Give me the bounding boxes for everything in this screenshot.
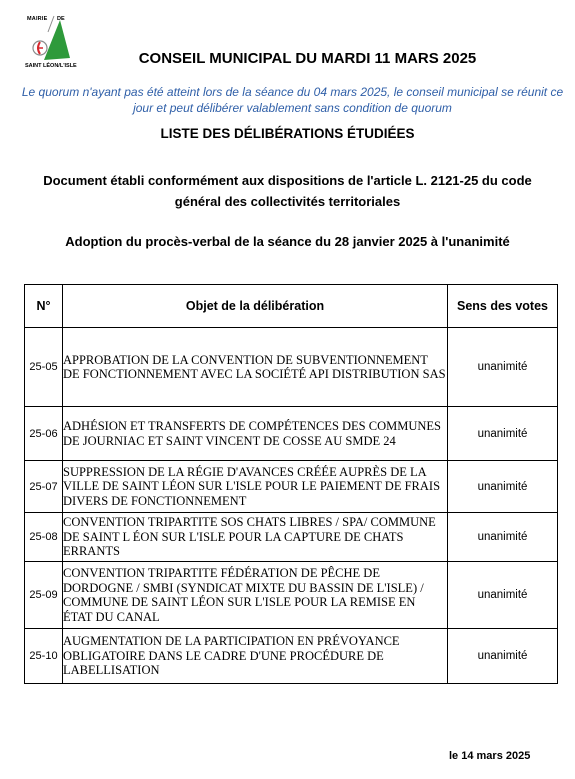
row-vote: unanimité — [448, 562, 558, 629]
row-vote: unanimité — [448, 629, 558, 684]
header-votes: Sens des votes — [448, 285, 558, 328]
table-row — [25, 328, 558, 407]
row-number: 25-06 — [25, 407, 63, 461]
table-header-row — [25, 285, 558, 328]
table-row — [25, 629, 558, 684]
row-object: AUGMENTATION DE LA PARTICIPATION EN PRÉVOYANCE OBLIGATOIRE DANS LE CADRE D'UNE PROCÉDURE DE LABELLISATION — [63, 629, 448, 684]
header-object: Objet de la délibération — [63, 285, 448, 328]
row-number: 25-09 — [25, 562, 63, 629]
row-object: ADHÉSION ET TRANSFERTS DE COMPÉTENCES DES COMMUNES DE JOURNIAC ET SAINT VINCENT DE COSSE AU SMDE 24 — [63, 407, 448, 461]
row-vote: unanimité — [448, 513, 558, 562]
row-object: APPROBATION DE LA CONVENTION DE SUBVENTIONNEMENT DE FONCTIONNEMENT AVEC LA SOCIÉTÉ API DISTRIBUTION SAS — [63, 328, 448, 407]
deliberations-table — [24, 284, 558, 684]
table-row — [25, 562, 558, 629]
header-num: N° — [25, 285, 63, 328]
row-object: CONVENTION TRIPARTITE FÉDÉRATION DE PÊCHE DE DORDOGNE / SMBI (SYNDICAT MIXTE DU BASSIN DE L'ISLE) / COMMUNE DE SAINT LÉON SUR L'ISLE POUR LA REMISE EN ÉTAT DU CANAL — [63, 562, 448, 629]
document-date: le 14 mars 2025 — [449, 750, 531, 762]
row-number: 25-10 — [25, 629, 63, 684]
row-vote: unanimité — [448, 328, 558, 407]
logo-text-mairie: MAIRIE — [27, 16, 48, 22]
row-vote: unanimité — [448, 407, 558, 461]
row-object: SUPPRESSION DE LA RÉGIE D'AVANCES CRÉÉE AUPRÈS DE LA VILLE DE SAINT LÉON SUR L'ISLE POUR LE PAIEMENT DE FRAIS DIVERS DE FONCTIONNEMENT — [63, 461, 448, 513]
adoption-note: Adoption du procès-verbal de la séance du 28 janvier 2025 à l'unanimité — [65, 234, 510, 249]
table-row — [25, 513, 558, 562]
quorum-note: Le quorum n'ayant pas été atteint lors de la séance du 04 mars 2025, le conseil municipal se réunit ce jour et peut délibérer valablement sans condition de quorum — [21, 85, 564, 115]
row-number: 25-05 — [25, 328, 63, 407]
row-number: 25-07 — [25, 461, 63, 513]
page-title: CONSEIL MUNICIPAL DU MARDI 11 MARS 2025 — [138, 50, 477, 67]
row-vote: unanimité — [448, 461, 558, 513]
table-row — [25, 407, 558, 461]
list-title: LISTE DES DÉLIBÉRATIONS ÉTUDIÉES — [160, 126, 415, 141]
row-number: 25-08 — [25, 513, 63, 562]
row-object: CONVENTION TRIPARTITE SOS CHATS LIBRES / SPA/ COMMUNE DE SAINT L ÉON SUR L'ISLE POUR LA CAPTURE DE CHATS ERRANTS — [63, 513, 448, 562]
logo-text-town: SAINT LÉON/L'ISLE — [25, 63, 77, 69]
document-note: Document établi conformément aux dispositions de l'article L. 2121-25 du code général des collectivités territoriales — [43, 173, 532, 209]
logo-text-de: DE — [57, 16, 65, 22]
table-row — [25, 461, 558, 513]
